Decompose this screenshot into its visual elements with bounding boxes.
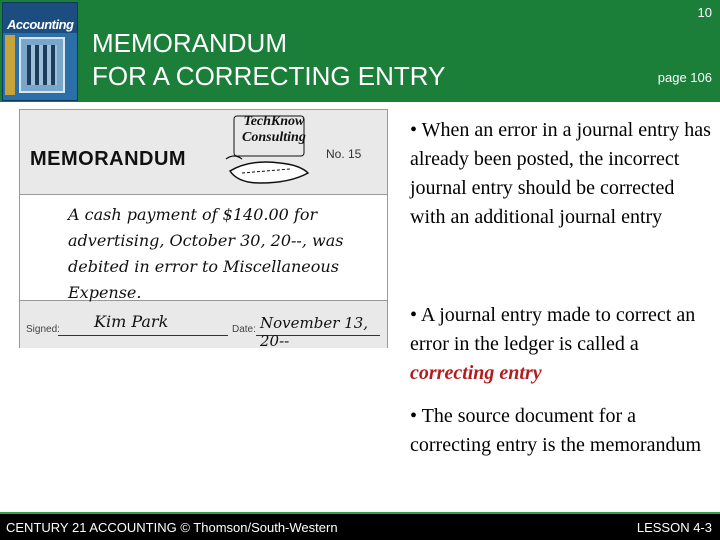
slide-number: 10 [697,5,712,20]
footer-divider [0,512,720,514]
slide-header [0,0,720,102]
lesson-number: LESSON 4-3 [636,520,712,535]
book-cover-picture [19,37,65,93]
bullet-item: • The source document for a correcting entry is the memorandum [410,405,702,456]
book-brand: Accounting [7,17,74,32]
date-label: Date: [232,324,256,335]
footer-copyright: CENTURY 21 ACCOUNTING © Thomson/South-Western [6,520,338,535]
bullet-item: • When an error in a journal entry has already been posted, the incorrect journal entry should be corrected with an additional journal entry [410,119,711,228]
slide-content [0,104,720,512]
signer-name: Kim Park [94,312,169,331]
memo-heading: MEMORANDUM [30,148,187,170]
memo-date: November 13, 20-- [260,314,369,350]
signature-line [58,335,228,336]
company-name: TechKnow Consulting [242,114,306,145]
slide-title-line1: MEMORANDUM [92,28,287,58]
keyword-correcting-entry: correcting entry [410,362,542,384]
memorandum-form [19,109,388,348]
memo-number: No. 15 [326,147,362,161]
slide-footer [0,512,720,540]
signed-label: Signed: [26,324,60,335]
book-cover-image [2,2,78,101]
slide-title-line2: FOR A CORRECTING ENTRY [92,61,446,91]
memo-body: A cash payment of $140.00 for advertising, October 30, 20--, was debited in error to Miscellaneous Expense. [68,205,344,302]
bullet-item: • A journal entry made to correct an error in the ledger is called a correcting entry [410,304,696,384]
page-reference: page 106 [657,70,712,85]
